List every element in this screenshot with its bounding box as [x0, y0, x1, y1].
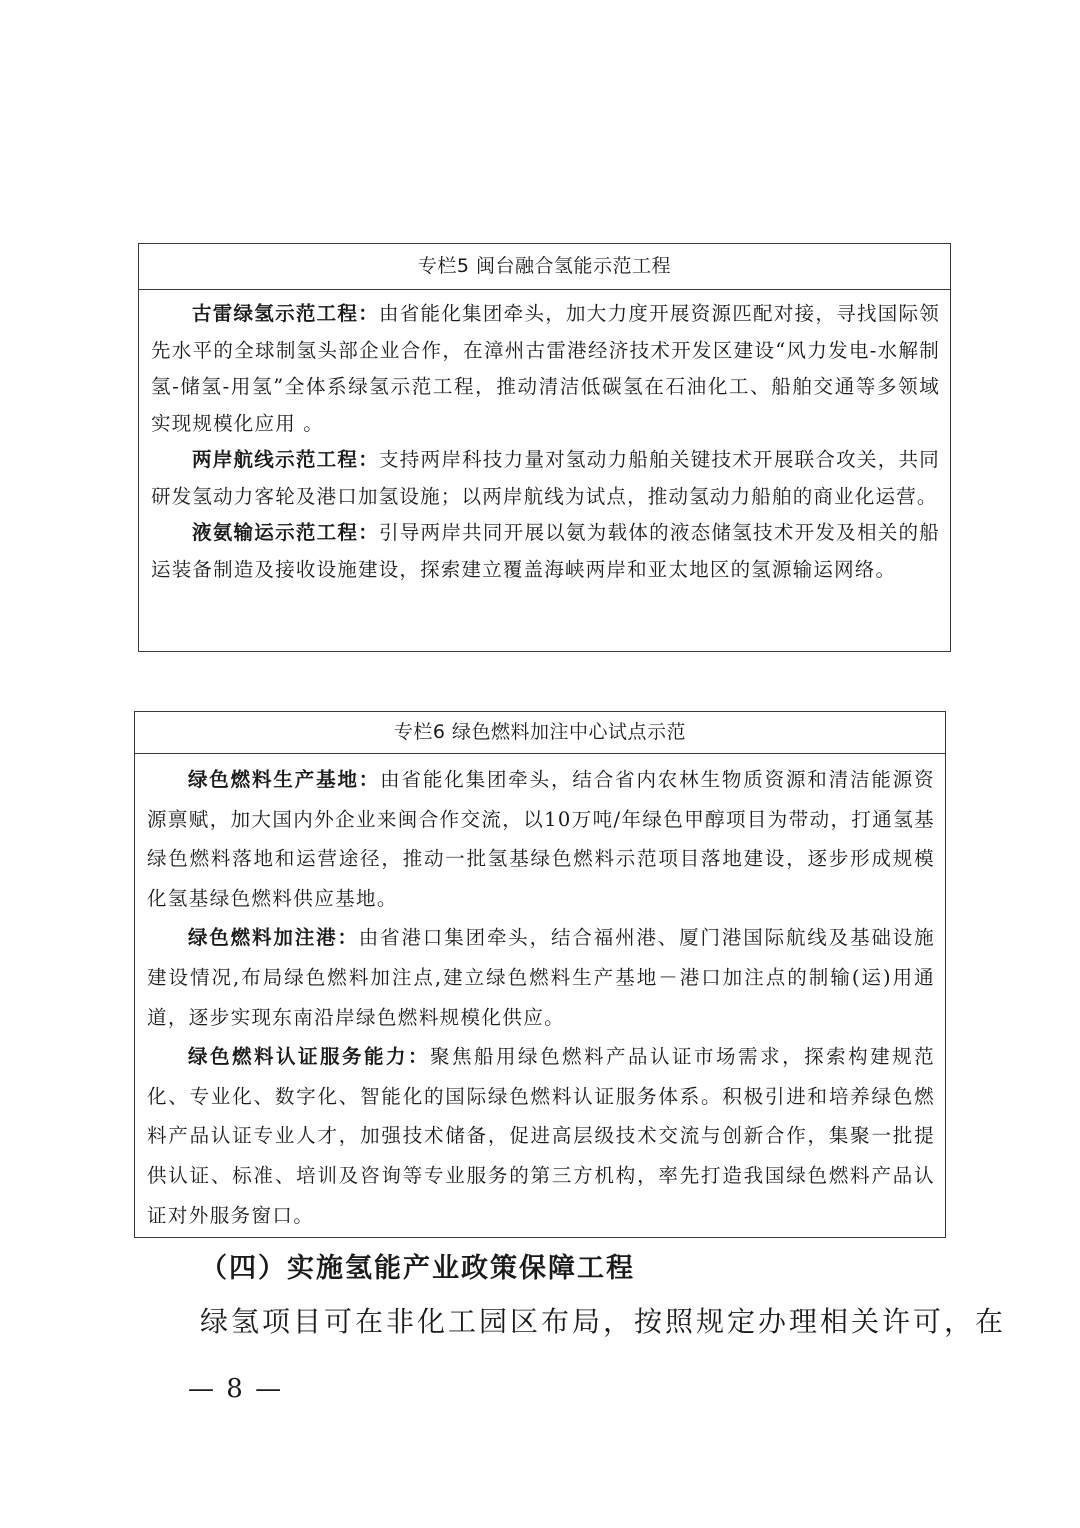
- column-box-body: [139, 290, 950, 588]
- section-heading: （四）实施氢能产业政策保障工程: [200, 1253, 635, 1284]
- page-number: — 8 —: [188, 1374, 284, 1404]
- column-box-6: [134, 711, 946, 1238]
- paragraph-text: 由省能化集团牵头，结合省内农林生物质资源和清洁能源资源禀赋，加大国内外企业来闽合作交流，以10万吨/年绿色甲醇项目为带动，打通氢基绿色燃料落地和运营途径，推动一批氢基绿色燃料示范项目落地建设，逐步形成规模化氢基绿色燃料供应基地。: [147, 768, 935, 910]
- body-paragraph: 绿氢项目可在非化工园区布局，按照规定办理相关许可，在: [200, 1305, 1007, 1338]
- paragraph-lead: 液氨输运示范工程：: [191, 521, 379, 544]
- column-paragraph: [151, 515, 940, 588]
- column-paragraph: [151, 442, 940, 515]
- column-box-5: [138, 243, 951, 652]
- paragraph-lead: 绿色燃料加注港：: [187, 926, 359, 950]
- column-paragraph: [147, 1037, 935, 1235]
- column-paragraph: [151, 296, 940, 442]
- paragraph-lead: 绿色燃料认证服务能力：: [187, 1045, 430, 1069]
- paragraph-text: 由省港口集团牵头，结合福州港、厦门港国际航线及基础设施建设情况,布局绿色燃料加注点,建立绿色燃料生产基地－港口加注点的制输(运)用通道，逐步实现东南沿岸绿色燃料规模化供应。: [147, 926, 935, 1029]
- column-box-body: [135, 754, 945, 1235]
- paragraph-text: 由省能化集团牵头，加大力度开展资源匹配对接，寻找国际领先水平的全球制氢头部企业合作，在漳州古雷港经济技术开发区建设“风力发电-水解制氢-储氢-用氢”全体系绿氢示范工程，推动清洁低碳氢在石油化工、船舶交通等多领域实现规模化应用 。: [151, 302, 940, 435]
- paragraph-text: 支持两岸科技力量对氢动力船舶关键技术开展联合攻关，共同研发氢动力客轮及港口加氢设施；以两岸航线为试点，推动氢动力船舶的商业化运营。: [151, 448, 940, 508]
- paragraph-text: 聚焦船用绿色燃料产品认证市场需求，探索构建规范化、专业化、数字化、智能化的国际绿色燃料认证服务体系。积极引进和培养绿色燃料产品认证专业人才，加强技术储备，促进高层级技术交流与创新合作，集聚一批提供认证、标准、培训及咨询等专业服务的第三方机构，率先打造我国绿色燃料产品认证对外服务窗口。: [147, 1045, 936, 1227]
- paragraph-lead: 古雷绿氢示范工程：: [191, 302, 379, 325]
- column-paragraph: [147, 918, 935, 1037]
- paragraph-lead: 绿色燃料生产基地：: [187, 768, 381, 791]
- column-box-title: 专栏5 闽台融合氢能示范工程: [139, 244, 950, 290]
- column-box-title: 专栏6 绿色燃料加注中心试点示范: [135, 712, 945, 754]
- paragraph-text: 引导两岸共同开展以氨为载体的液态储氢技术开发及相关的船运装备制造及接收设施建设，探索建立覆盖海峡两岸和亚太地区的氢源输运网络。: [151, 521, 940, 581]
- column-paragraph: [147, 760, 935, 918]
- paragraph-lead: 两岸航线示范工程：: [191, 448, 379, 471]
